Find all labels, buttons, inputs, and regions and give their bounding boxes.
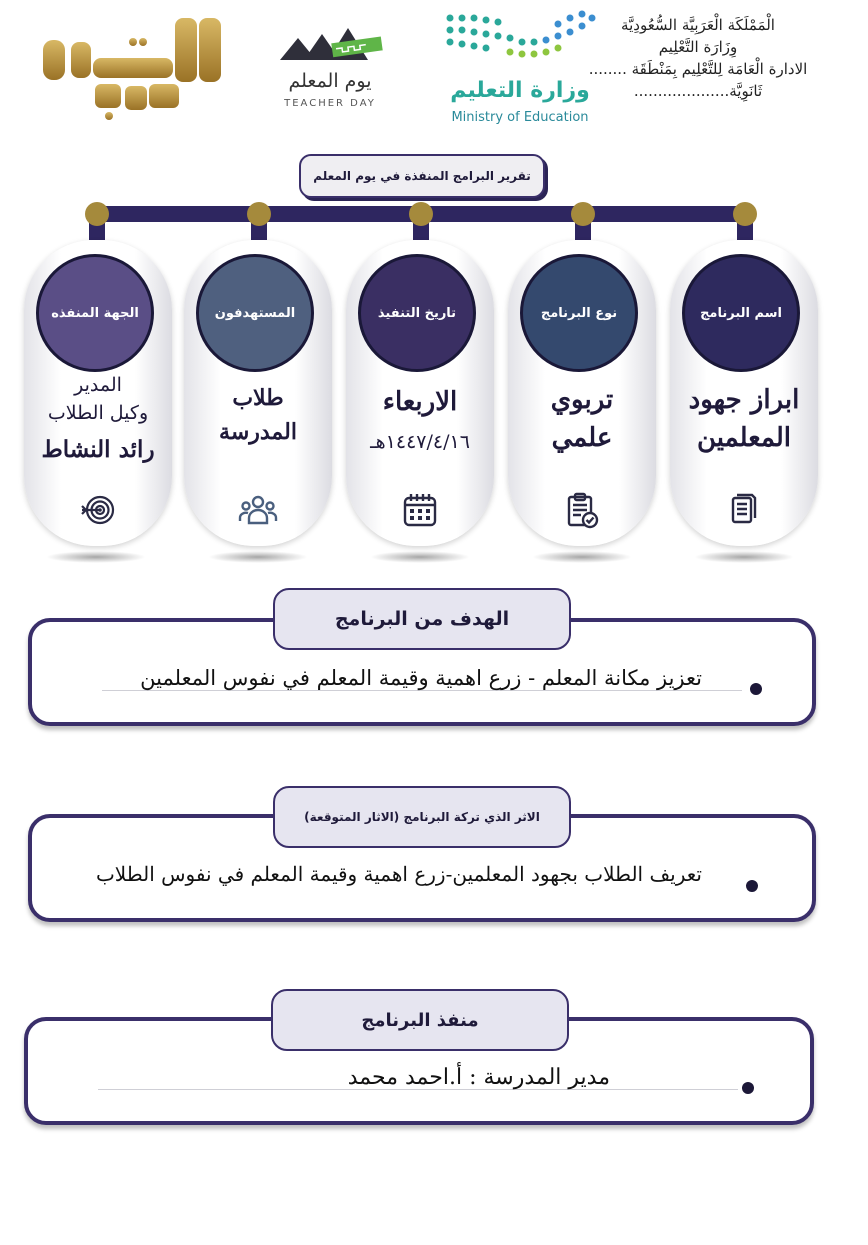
card-value-line: الاربعاء — [382, 387, 458, 417]
target-icon — [78, 490, 118, 530]
documents-icon — [724, 490, 764, 530]
bullet-icon — [742, 1082, 754, 1094]
card-program-type — [508, 240, 656, 546]
card-shadow — [208, 551, 308, 563]
impact-heading: الاثر الذي تركة البرنامج (الاثار المتوقعة) — [273, 786, 571, 848]
card-shadow — [532, 551, 632, 563]
card-value-line: المدير — [74, 374, 122, 396]
connector-dot — [85, 202, 109, 226]
card-value-line: تربوي — [550, 385, 614, 415]
card-value-line: ابراز جهود — [688, 385, 800, 415]
goal-text: تعزيز مكانة المعلم - زرع اهمية وقيمة المعلم في نفوس المعلمين — [140, 666, 702, 690]
users-icon — [238, 490, 278, 530]
card-shadow — [46, 551, 146, 563]
connector-dot — [247, 202, 271, 226]
goal-underline — [102, 690, 742, 691]
card-program-name — [670, 240, 818, 546]
teacher-day-arabic: يوم المعلم — [288, 70, 372, 92]
card-executing-party — [24, 240, 172, 546]
card-label: نوع البرنامج — [520, 254, 638, 372]
bullet-icon — [746, 880, 758, 892]
moe-dots-icon — [440, 6, 600, 72]
card-value-line: المعلمين — [697, 423, 791, 453]
card-shadow — [694, 551, 794, 563]
bullet-icon — [750, 683, 762, 695]
directorate-line: الادارة الْعَامَة لِلتَّعْلِيم بِمَنْطَقَة ........ — [588, 60, 808, 78]
card-label: المستهدفون — [196, 254, 314, 372]
teacher-day-english: TEACHER DAY — [284, 98, 376, 109]
moe-english-name: Ministry of Education — [451, 110, 589, 125]
kingdom-line: الْمَمْلَكَة الْعَرَبِيَّة السُّعُودِيَّة — [621, 16, 775, 34]
card-value-line: وكيل الطلاب — [47, 402, 149, 424]
card-label: تاريخ التنفيذ — [358, 254, 476, 372]
report-title: تقرير البرامج المنفذة في يوم المعلم — [299, 154, 545, 198]
brand-logo — [35, 12, 235, 122]
connector-dot — [571, 202, 595, 226]
moe-arabic-name: وزارة التعليم — [450, 78, 590, 103]
ministry-line: وِزَارَة التَّعْلِيم — [658, 38, 738, 56]
card-execution-date — [346, 240, 494, 546]
card-value-line: علمي — [551, 423, 613, 453]
card-shadow — [370, 551, 470, 563]
connector-dot — [409, 202, 433, 226]
executor-text: مدير المدرسة : أ.احمد محمد — [347, 1065, 610, 1090]
impact-text: تعريف الطلاب بجهود المعلمين-زرع اهمية وقيمة المعلم في نفوس الطلاب — [95, 862, 702, 886]
clipboard-check-icon — [562, 490, 602, 530]
ministry-header-text — [568, 14, 828, 102]
card-value-line: ١٤٤٧/٤/١٦هـ — [370, 431, 470, 453]
lamsat-ibdaa-logo-icon — [35, 12, 235, 122]
ministry-of-education-logo — [440, 6, 605, 126]
card-value-line: المدرسة — [219, 419, 297, 445]
school-line: ثَانَوِيَّة.................... — [633, 82, 763, 100]
executor-heading: منفذ البرنامج — [271, 989, 569, 1051]
connector-dot — [733, 202, 757, 226]
card-value-line: رائد النشاط — [41, 436, 155, 463]
card-label: اسم البرنامج — [682, 254, 800, 372]
calendar-icon — [400, 490, 440, 530]
card-value-line: طلاب — [232, 385, 284, 411]
goal-heading: الهدف من البرنامج — [273, 588, 571, 650]
teacher-day-logo — [270, 20, 400, 120]
card-target-audience — [184, 240, 332, 546]
card-label: الجهة المنفذه — [36, 254, 154, 372]
teacher-day-emblem-icon — [270, 20, 390, 66]
